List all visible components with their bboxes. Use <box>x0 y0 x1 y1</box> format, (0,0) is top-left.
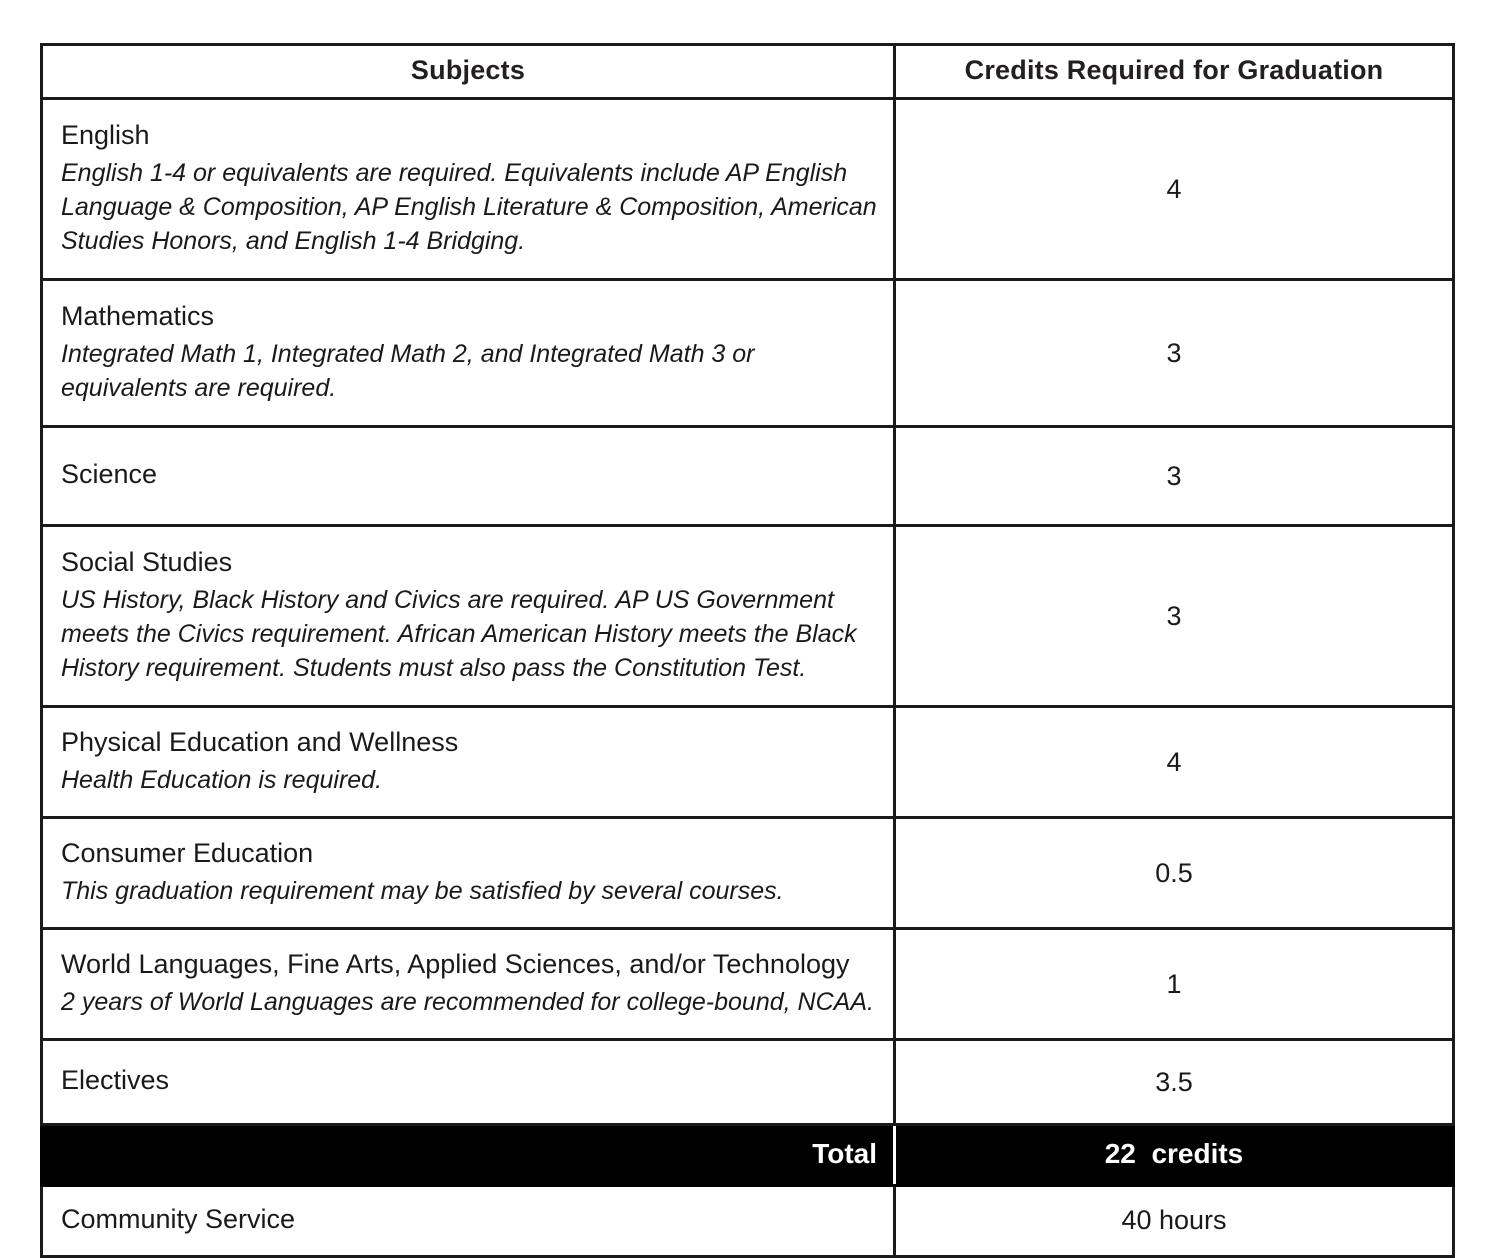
table-row <box>42 818 1454 929</box>
subject-description: Health Education is required. <box>61 765 383 794</box>
total-value: 22 credits <box>895 1125 1454 1186</box>
credits-cell-physical-education: 4 <box>895 707 1454 818</box>
subject-cell-electives <box>42 1040 895 1125</box>
credits-cell-science: 3 <box>895 427 1454 526</box>
credits-cell-world-languages: 1 <box>895 929 1454 1040</box>
table-row <box>42 280 1454 427</box>
table-row <box>42 99 1454 280</box>
total-label: Total <box>42 1125 895 1186</box>
subject-title: Electives <box>61 1065 170 1096</box>
subject-cell-social-studies <box>42 526 895 707</box>
column-header-credits: Credits Required for Graduation <box>895 45 1454 99</box>
subject-cell-mathematics <box>42 280 895 427</box>
table-row <box>42 1040 1454 1125</box>
subject-cell-world-languages <box>42 929 895 1040</box>
subject-description: This graduation requirement may be satisfied by several courses. <box>61 876 784 905</box>
credits-cell-social-studies: 3 <box>895 526 1454 707</box>
column-header-subjects: Subjects <box>42 45 895 99</box>
credits-cell-consumer-education: 0.5 <box>895 818 1454 929</box>
header-row <box>42 45 1454 99</box>
subject-description: Integrated Math 1, Integrated Math 2, and Integrated Math 3 or equivalents are required. <box>61 339 755 402</box>
subject-description: English 1-4 or equivalents are required. Equivalents include AP English Language & Composition, AP English Literature & Composition, American Studies Honors, and English 1-4 Bridging. <box>61 158 877 255</box>
subject-cell-community-service <box>42 1186 895 1257</box>
subject-title: Community Service <box>61 1204 296 1235</box>
table-row <box>42 427 1454 526</box>
subject-title: English <box>61 120 150 151</box>
subject-cell-physical-education <box>42 707 895 818</box>
subject-title: Consumer Education <box>61 838 314 869</box>
total-row <box>42 1125 1454 1186</box>
credits-cell-english: 4 <box>895 99 1454 280</box>
subject-description: US History, Black History and Civics are required. AP US Government meets the Civics requirement. African American History meets the Black History requirement. Students must also pass the Constitution Test. <box>61 585 857 682</box>
subject-cell-english <box>42 99 895 280</box>
subject-title: Social Studies <box>61 547 233 578</box>
subject-title: Science <box>61 459 158 490</box>
credits-cell-community-service: 40 hours <box>895 1186 1454 1257</box>
subject-title: Physical Education and Wellness <box>61 727 459 758</box>
graduation-requirements-table <box>40 43 1455 1258</box>
table-row <box>42 929 1454 1040</box>
subject-title: Mathematics <box>61 301 215 332</box>
table-row <box>42 707 1454 818</box>
subject-description: 2 years of World Languages are recommended for college-bound, NCAA. <box>61 987 874 1016</box>
subject-cell-consumer-education <box>42 818 895 929</box>
subject-title: World Languages, Fine Arts, Applied Sciences, and/or Technology <box>61 949 850 980</box>
table-row <box>42 526 1454 707</box>
community-service-row <box>42 1186 1454 1257</box>
subject-cell-science <box>42 427 895 526</box>
table-header <box>42 45 1454 99</box>
credits-cell-electives: 3.5 <box>895 1040 1454 1125</box>
table-body <box>42 99 1454 1257</box>
credits-cell-mathematics: 3 <box>895 280 1454 427</box>
